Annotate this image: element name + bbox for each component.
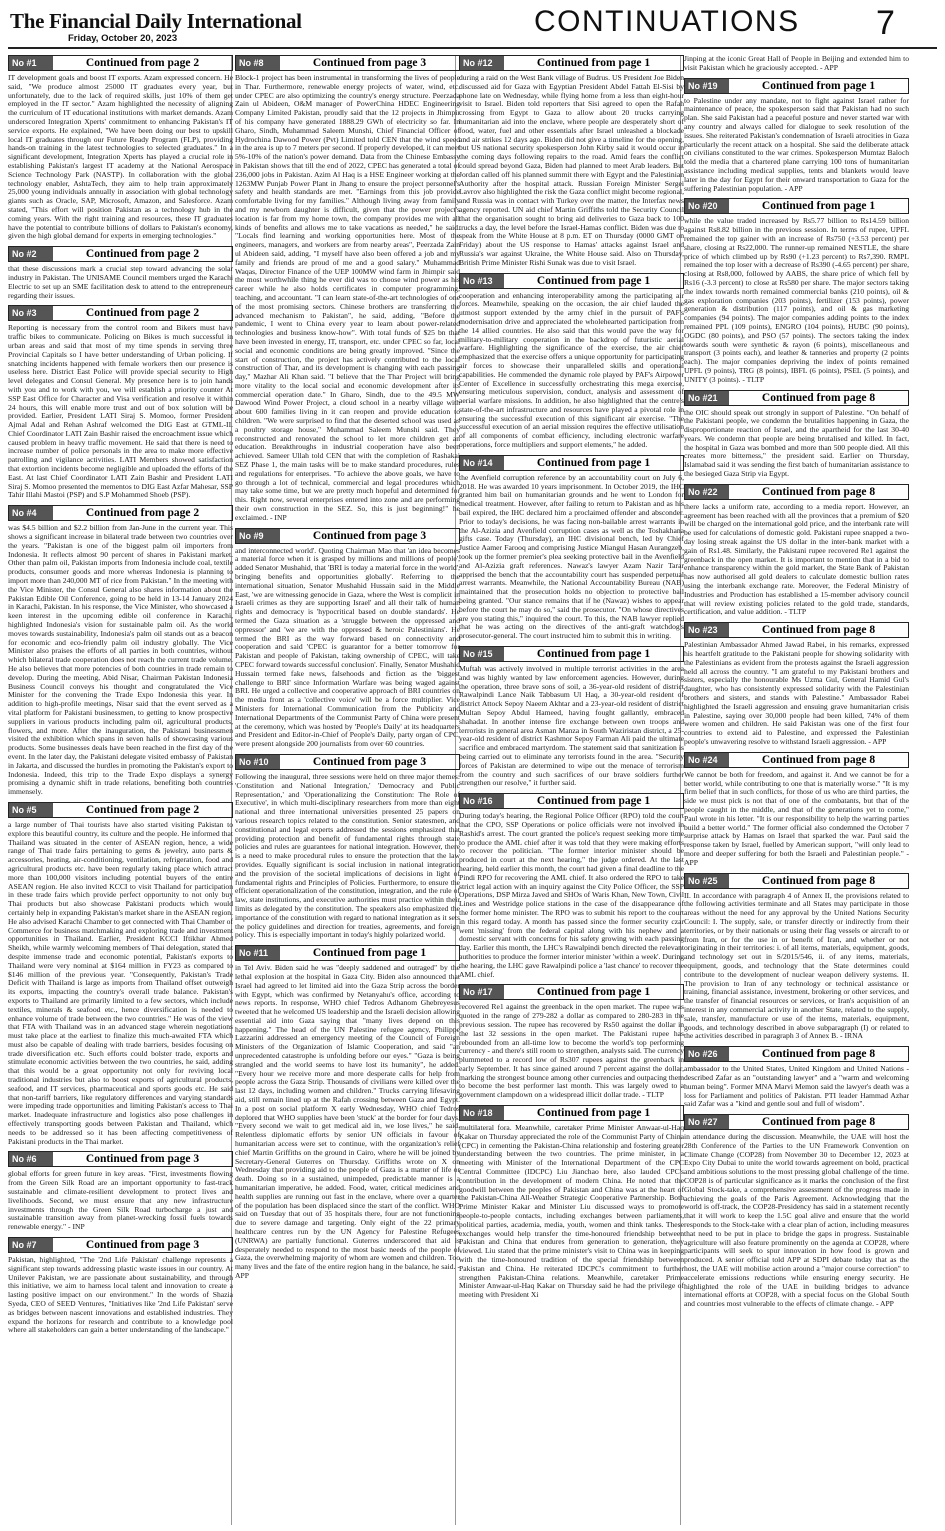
continued-from: Continued from page 1 <box>536 986 651 999</box>
article-body: IT development goals and boost IT exports. Azam expressed concern. He said, "We produce almost 25000 IT graduates every year, but unfortunately, due to the lack of required skills, just 10% of them get employed in the IT sector." Azam highlighted the necessity of aligning the curriculum of IT educational institutions with market demands. Azam underscored Integration Xperts' commitment to enhancing Pakistan's IT service exports. He explained, "We have been doing our best to upskill local IT graduates through our Future Ready Program (FLP), providing hands-on training in the latest technologies to selected graduates." In a significant development, Integration Xperts has played a crucial role in establishing Pakistan's largest IT academy at the National Aerospace Science Technology Park (NASTP). In collaboration with the global technology enabler, AshtaTech, they aim to help train approximately 25,000 young individuals annually in association with global technology giants such as Oracle, SAP, Microsoft, Amazon, and Salesforce. Azam stated, "This effort will position Pakistan as a technology hub in the coming years. With the right training and resources, these IT graduates have the potential to contribute billions of dollars to Pakistan's economy, given the high global demand for experts in emerging technologies." <box>8 73 233 241</box>
continuation-header <box>8 1151 233 1167</box>
article-body: to Palestine under any mandate, not to fight against Israel rather for maintenance of peace, the spokesperson said that Pakistan had no such plan. She said Pakistan had a peaceful posture and never started war with any country and always called for dialogue to seek resolution of the issues. She reiterated Pakistan's condemnation of Israeli atrocities in Gaza particularly the recent attack on a hospital. She said the deliberate attack on civilians constituted to the war crimes. Spokesperson Mumtaz Baloch told the media that a chartered plane carrying 100 tons of humanitarian assistance including medical supplies, tents and blankets would leave later in the day for Egypt for their onward transportation to Gaza for the suffering Palestinian population. - APP <box>684 95 909 193</box>
article-body: Pakistan, highlighted, "The '2nd Life Pakistan' challenge represents a significant step towards addressing plastic waste issues in our country. At Unilever Pakistan, we are passionate about sustainability, and through this initiative, we aim to harness local talent and innovation to create a lasting positive impact on our environment." In the words of Shazia Syeda, CEO of SEED Ventures, "Initiatives like '2nd Life Pakistan' serve as bridges between nascent innovations and established industries. They expand the horizons for research and contribute to a knowledge pool where all stakeholders can gain a better understanding of the landscape." <box>8 1255 233 1335</box>
article-body: During today's hearing, the Regional Police Officer (RPO) told the court that the CPO, SSP Operations or police officials were not involved in Rashid's arrest. The court granted the police's request seeking more time to produce the AML chief after it was told that they were making efforts to recover the politician. "The former interior minister should be produced in court at the next hearing," the judge ordered. At the last hearing, held earlier this month, the court had given a final deadline to the Pindi RPO for recovering the AML chief. It also ordered the RPO to take strict legal action with an inquiry against the City Police Officer, the SSP Operations, DSP Mirza Javed and SHOs of Waris Khan, New Town, Civil Lines and Westridge police stations in the case of the disappearance of the former home minister. The RPO was to submit his report to the court in this regard today. A month has passed since the former security czar went 'missing' from the federal capital along with his nephew and a domestic servant with concerns for his safety growing with each passing day. Earlier this month, the LHC's Rawalpindi bench directed the relevant authorities to produce the former interior minister 'within a week'. During the hearing, the LHC gave Rawalpindi police a 'last chance' to recover the AML chief. <box>459 811 684 979</box>
article-body: while the value traded increased by Rs5.77 billion to Rs14.59 billion against Rs8.82 billion in the previous session. In terms of rupee, UPFL remained the top gainer with an increase of Rs750 (+3.53 percent) per share, closing at Rs22,000. The runner-up remained NESTLE, the share price of which climbed up by Rs90 (+1.23 percent) to Rs7,390. RMPL remained the top loser with a decrease of Rs390 (-4.65 percent) per share, closing at Rs8,000, followed by AABS, the share price of which fell by Rs16 (-3.3 percent) to close at Rs580 per share. The major sectors taking the index towards north remained commercial banks (210 points), oil & gas exploration companies (203 points), fertilizer (153 points), power generation & distribution (117 points), and oil & gas marketing companies (94 points). The major companies adding points to the index remained PPL (109 points), ENGRO (104 points), HUBC (90 points), OGDC (80 points), and PSO (57 points). The sectors taking the index towards south were synthetic & rayon (6 points), miscellaneous and transport (3 points each), and leather & tanneries and property (2 points each). The major companies depriving the index of points remained UPFL (9 points), TRG (8 points), IBFL (6 points), PSEL (5 points), and UNITY (3 points). - TLTP <box>684 216 909 384</box>
item-number: No #20 <box>685 199 729 213</box>
article <box>459 55 684 268</box>
continuation-header <box>459 646 684 662</box>
article-body: ambassador to the United States, United Kingdom and United Nations - described Zafar as an "outstanding lawyer" and a "warm and welcoming human being". Former MNA Marvi Memon said the lawyer's death was a loss for Parliament and politics of Pakistan. PTI leader Hammad Azhar said Zafar was a "kind and gentle soul and full of wisdom". <box>684 1064 909 1109</box>
article-body: cooperation and enhancing interoperability among the participating air forces. Meanwhile, speaking on the occasion, the air chief lauded the utmost support extended by the army chief in the pursuit of PAF's modernisation drive and appreciated the wholehearted participation from the 14 allied countries. He also said that this would pave the way for military-to-military cooperation in the backdrop of futuristic aerial warfare. Highlighting the significance of the exercise, the air chief emphasized that the exercise offers a unique opportunity for participating air forces to showcase their unparalleled skills and operational capabilities. He commended the dynamic role played by PAF's Airpower Center of Excellence in successfully orchestrating this mega exercise, ensuring meticulous supervision, conduct, analysis and assessment of aerial warfare missions. In addition, he also highlighted that the centre's state-of-the-art infrastructure and resources have played a pivotal role in ensuring the successful execution of this significant air exercise. "The successful execution of an aerial mission requires the effective utilisation of all components of combat efficiency, including electronic warfare operations, force multipliers and support elements," he added. <box>459 290 684 450</box>
continued-from: Continued from page 8 <box>761 391 876 404</box>
item-number: No #19 <box>685 79 729 93</box>
article <box>235 754 460 940</box>
continuation-header <box>684 1046 909 1062</box>
item-number: No #3 <box>9 306 53 320</box>
article <box>684 78 909 194</box>
article <box>459 646 684 788</box>
article-body: that these discussions mark a crucial step toward advancing the solar industry in Pakistan. The UNISAME Council members urged the Karachi Electric to set up an SME facilitation desk to attend to the entrepreneurs regarding their issues. <box>8 264 233 300</box>
item-number: No #5 <box>9 803 53 817</box>
article <box>8 55 233 241</box>
continued-from: Continued from page 1 <box>536 648 651 661</box>
item-number: No #11 <box>236 946 280 960</box>
article <box>459 455 684 641</box>
article <box>459 984 684 1100</box>
article <box>8 246 233 300</box>
item-number: No #7 <box>9 1238 53 1252</box>
continuation-header <box>684 1114 909 1130</box>
issue-date: Friday, October 20, 2023 <box>68 33 178 44</box>
item-number: No #23 <box>685 623 729 637</box>
article <box>684 55 909 73</box>
section-title: CONTINUATIONS <box>534 5 800 38</box>
article <box>235 945 460 1281</box>
article-body: global efforts for green future in key areas. "First, investments flowing from the Green Silk Road are an important opportunity to fast-track sustainable and climate-resilient development to protect lives and livelihoods. Second, we must ensure that any new infrastructure investments through the Green Silk Road turbocharge a just and sustainable transition away from planet-wrecking fossil fuels towards renewable energy." - INP <box>8 1169 233 1232</box>
continuation-header <box>684 622 909 638</box>
continued-from: Continued from page 8 <box>761 753 876 766</box>
article <box>459 1105 684 1300</box>
item-number: No #25 <box>685 874 729 888</box>
article <box>684 390 909 479</box>
item-number: No #17 <box>460 985 504 999</box>
article-body: a large number of Thai tourists have also started visiting Pakistan to explore this beautiful country, its culture and the people. He informed that Thailand was situated in the center of ASEAN region, hence, a wide range of Thai trade fairs pertaining to gems & jewelry, auto parts & accessories, heating, air-conditioning, ventilation, refrigeration, food and agricultural products etc. have been regularly taking place which attract more than 100,000 visitors including potential buyers of the entire ASEAN region. He also invited KCCI to visit Thailand for participation in these trade fairs which provide perfect opportunity to not only buy Thai products but also showcase Pakistani products which would certainly help in expanding Pakistan's market share in the ASEAN region. He also advised Karachi Chamber to get connected with Thai Chamber of Commerce for business matchmaking and exploring trade and investment opportunities in Thailand. Earlier, President KCCI Iftikhar Ahmed Sheikh, while warmly welcoming members of Thai delegation, stated that despite immense trade and economic potential, Pakistan's exports to Thailand were very nominal at $164 million in FY23 as compared to $146 million of the previous year. "Consequently, Pakistan's Trade Deficit with Thailand is large as imports from Thailand offset outweigh its exports, impacting the country's overall trade balance. Pakistan's exports to Thailand are primarily limited to a few sectors, which include textiles, minerals & seafood etc., hence diversification is needed to enhance volume of trade between the two countries." He was of the view that FTA with Thailand was in an advanced stage wherein negotiations must take place at the earliest to finalize this much-awaited FTA which must also be capable of dealing with trade barriers, besides focusing on trade diversification etc. Such efforts could bolster trade, exports and stimulate economic activities between the two countries, he said, adding that this would be a great opportunity not only for reviving local traditional industries but also to boost exports of agricultural products, seafood, and IT services, pharmaceutical and sports goods etc. He said that non-tariff barriers, like regulatory differences and varying standards were impeding trade opportunities and limiting Pakistan's access to Thai market. Inadequate infrastructure and logistics also pose challenges in effectively transporting goods between Pakistan and Thailand, which needs to be addressed so it has been affecting competitiveness of Pakistani products in the Thai market. <box>8 819 233 1146</box>
article <box>8 305 233 500</box>
column-3 <box>459 55 684 1527</box>
continuation-header <box>684 873 909 889</box>
continuation-header <box>8 1237 233 1253</box>
continuation-header <box>459 1105 684 1121</box>
item-number: No #21 <box>685 391 729 405</box>
continuation-header <box>8 505 233 521</box>
item-number: No #24 <box>685 753 729 767</box>
continued-from: Continued from page 2 <box>85 248 200 261</box>
article-body: the OIC should speak out strongly in support of Palestine. "On behalf of the Pakistani people, we condemn the brutalities happening in Gaza, the disproportionate reaction of Israel, and the apartheid for the last 30-40 years. We condemn that people are being brutalised and killed. In fact, the hospital in Gaza was bombed and more than 500 people died. All this creates more bitterness," the president said. Earlier on Thursday, Islamabad said it was sending the first batch of humanitarian assistance to the besieged Gaza Strip via Egypt. <box>684 407 909 479</box>
article <box>684 1114 909 1309</box>
article <box>8 505 233 797</box>
article-body: there lacks a uniform rate, according to a media report. However, an agreement has been reached with all the provinces that a premium of $20 will be charged on the international gold price, and the interbank rate will be used for calculations of domestic gold. Pakistani rupee snapped a two-day losing streak against the US dollar in the inter-bank market with a gain of Rs1.48. Similarly, the Pakistani rupee recovered Re1 against the greenback in the open market. It is important to mention that in a bid to enhance transparency within the gold market, the State Bank of Pakistan has now authorised all gold dealers to calculate domestic bullion rates using the interbank exchange rate. Moreover, the Federal Ministry of Industries and Production has established a 15-member advisory council that will review existing policies related to the gold trade, standards, certification, and value addition. - TLTP <box>684 501 909 617</box>
article <box>459 273 684 450</box>
item-number: No #14 <box>460 456 504 470</box>
column-1 <box>8 55 233 1527</box>
article <box>8 1151 233 1232</box>
continued-from: Continued from page 3 <box>312 57 427 69</box>
article-body: Jinping at the iconic Great Hall of People in Beijing and extended him to visit Pakistan which he graciously accepted. - APP <box>684 55 909 72</box>
continued-from: Continued from page 1 <box>536 274 651 287</box>
continuation-header <box>459 273 684 289</box>
article <box>235 55 460 523</box>
item-number: No #27 <box>685 1115 729 1129</box>
continued-from: Continued from page 3 <box>312 755 427 768</box>
continuation-header <box>684 390 909 406</box>
continuation-header <box>8 802 233 818</box>
article-body: II. In accordance with paragraph 4 of Annex II, the provisions related to the following activities terminate and all States may participate in those areas without the need for any approval by the United Nations Security Council: I. The supply, sale, or transfer directly or indirectly from their territories, or by their nationals or using their flag vessels or aircraft to or from Iran, or for the use in or benefit of Iran, and whether or not originating in their territories: i. of all items, materials, equipment, goods, and technology set out in S/2015/546, ii. of any items, materials, equipment, goods, and technology that the State determines could contribute to the development of nuclear weapon delivery systems. II. The provision to Iran of any technology or technical assistance or training, financial assistance, investment, brokering or other services, and the transfer of financial resources or services, or Iran's acquisition of an interest in any commercial activity in another State, related to the supply, sale, transfer, manufacture or use of the items, materials, equipment, goods, and technology described in above subparagraph (I) or related to the activities described in paragraph 3 of Annex B. - IRNA <box>684 890 909 1041</box>
article-body: Palestinian Ambassador Ahmed Jawad Rabei, in his remarks, expressed his heartfelt gratitude to the Pakistani people for showing solidarity with the Palestinians as evident from the protests against the Israeli aggression held all across the country. "I am grateful to my Pakistani brothers and sisters, especially the honourable Ms Uzma Gul, General Hamid Gul's daughter, who has consistently expressed solidarity with the Palestinian brothers and sisters, and stands with Palestine." Ambassador Rabei highlighted the Israeli aggression and ensuing grave humanitarian crisis in Palestine, saying over 30,000 people had been killed, 74% of them were women and children. He said Pakistan was one of the first four countries to extend aid to Palestine, and expressed the Palestinian people's unwavering resolve to withstand Israeli aggression. - APP <box>684 640 909 746</box>
article-body: and interconnected world'. Quoting Chairman Mao that 'an idea becomes a material force when it is grasped by millions and millions of people', added Senator Mushahid, that 'BRI is today a material force in the world', bringing benefits and opportunities globally'. Referring to the international situation, Senator Mushahid Hussain said in the Middle East, 'we are witnessing genocide in Gaza, where the West is complicit in Israeli crimes as they are supporting Israel' and all their talk of human rights and democracy is 'hypocritical based on double standards'. He termed the Gaza situation as a 'struggle between the oppressed and oppressor' and 'we are with the oppressed & heroic Palestinians'. He termed the BRI as the way forward based on connectivity and cooperation and said 'CPEC is guarantor for a better tomorrow for Pakistan and people of Pakistan, taking ownership of CPEC, will take CPEC forward towards successful conclusion'. Finally, Senator Mushahid Hussain termed fake news, falsehoods and fiction as the 'biggest challenge to BRI' since Information Warfare was being waged against BRI. He urged a collective and cooperative approach of BRI countries on the media front as a 'collective voice' will be a force multiplier. Vice Ministers for International Communication from the Publicity and International Departments of the Communist Party of China were present at the ceremony, which was hosted by 'People's Daily' at its headquarters and President and Editor-in-Chief of People's Daily, party organ of CPC, were present alongside 200 journalists from over 60 countries. <box>235 545 460 749</box>
continued-from: Continued from page 8 <box>761 1116 876 1129</box>
continued-from: Continued from page 3 <box>85 1153 200 1166</box>
continuation-header <box>459 455 684 471</box>
continued-from: Continued from page 3 <box>85 1239 200 1252</box>
article-body: the Avenfield corruption reference by an accountability court on July 6, 2018. He was awarded 10 years imprisonment. In October 2019, the IHC granted him bail on humanitarian grounds and he went to London for medical treatment. However, after failing to return to Pakistan and as his bail expired, the IHC declared him a proclaimed offender and absconder. Prior to today's decisions, he was facing non-bailable arrest warrants in the Al-Azizia and Avenfield corruption cases as well as the Toshakhana gifts case. Today (Thursday), an IHC divisional bench, led by Chief Justice Aamer Farooq and comprising Justice Miangul Hasan Aurangzeb, took up the former premier's plea seeking protective bail in the Avenfield and Al-Azizia graft references. Nawaz's lawyer Azam Nazir Tarar apprised the bench that the accountability court has suspended perpetual arrest warrants. Meanwhile, the National Accountability Bureau (NAB) maintained that the prosecution holds no objection to protective bail being granted. "Our stance remains that if he (Nawaz) wishes to appear before the court he may do so," said the prosecutor. "On whose directives are you stating this," inquired the court. To this, the NAB lawyer replied that he was acting on the directives of the anti-graft watchdog's prosecutor-general. The court instructed him to submit this in writing. <box>459 472 684 641</box>
article <box>684 1046 909 1109</box>
continuation-header <box>684 484 909 500</box>
article <box>684 622 909 747</box>
article-body: Block-1 project has been instrumental in transforming the lives of people in Thar. Furthermore, renewable energy projects of water, wind, etc. under CPEC are also optimizing the country's energy structure. Peerzada Zain ul Abideen, O&M manager of PowerChina HDEC Engineering Company Limited Pakistan, proudly said that the 12 projects in Jhimpir of his company have generated 1888.29 GWh of electricity so far. In Gharo, Sindh, Muhammad Saleem Munshi, Chief Financial Officer of Hydrochina Dawood Power (Pvt) Limited told CEN that the wind speed in the area is up to 7 meters per second. If properly developed, it can meet 5%-10% of the nation's power demand. Data from the Chinese Embassy in Pakistan shows that till the end of 2022, CPEC has generated a total of 236,000 jobs in Pakistan. Azim Al Haq is a HSE Engineer working at the 1263MW Punjab Power Plant in Jhang to ensure the project personnel's safety and health standards are met. "Earnings from this job provide comfortable living for my families." Although living away from family and my newborn daughter is difficult, given that the power project's location is far from my home town, the company provides me with all kinds of benefits and allows me to take vacations as needed," he said. "Locals find learning and working opportunities here. Most of the engineers, managers, and workers are from nearby areas", Peerzada Zain ul Abideen said, adding, "I myself have also been offered a job and my family and friends are proud of me and a good salary." Muhammad Waqas, Director Finance of the UEP 100MW wind farm in Jhimpir said the most worthwhile thing he ever did was to choose wind power as his career while he also holds certificates in computer programming, teaching, and accountant. "I can learn state-of-the-art technologies of one of the most promising sectors. Chinese brothers are transferring the advanced mechanism to Pakistan", he said, adding, "Before the pandemic, I went to China every year to learn about power-related technologies and business know-how". With total funds of $25 bn that have been invested in energy, IT, transport, etc. under CPEC so far, local social and economic conditions are being greatly improved. "Since the start of construction, the project has actively contributed to the local construction of Thar, and its development is changing with each passing day," Mazhar Ali Khan said. "I believe that the Thar Project will bring more vitality to the local social and economic development after its commercial operation date." In Gharo, Sindh, due to the 49.5 MW Dawood Wind Power Project, a cloud school in a nearby village with about 600 families living in it can reopen and provide education to children. "We were surprised to find that the deserted school was used as a poultry storage house," Muhammad Saleem Munshi said. They reconstructed and renovated the school to let more children get an education. Breakthroughs in industrial cooperation have also been achieved. Sameer Ullah told CEN that with the completion of Rashakai SEZ Phase 1, the main tasks will be to make standard procedures, rules and regulations for enterprises. "To achieve the above goals, we have to go through a lot of technical, commercial and legal procedures which may take some time, but we are pretty much hopeful and determined for this. Right now, several enterprises entered into zone and are performing their own construction in the SEZ. So, this is just beginning!" he exclaimed. - INP <box>235 73 460 522</box>
continuation-header <box>235 55 460 71</box>
continued-from: Continued from page 2 <box>85 307 200 320</box>
continued-from: Continued from page 2 <box>85 57 200 69</box>
article-body: We cannot be both for freedom, and against it. And we cannot be for a better world, while contributing to one that is materially worse." "It is my firm belief that in such conflicts, for those of us who are third parties, the side we must pick is not that of one of the combatants, but that of the people caught in the middle, and that of the generations yet to come," Paul wrote in his letter. "It is our responsibility to help the warring parties build a better world." The former official also condemned the October 7 surprise attack by Hamas on Israel that sparked the war. Paul said the response taken by Israel, fuelled by American support, "will only lead to more and deeper suffering for both the Israeli and Palestinian people." - APP <box>684 769 909 867</box>
article-body: Following the inaugural, three sessions were held on three major themes: 'Constitution and National Integration,' 'Democracy and Public Representation,' and 'Operationalizing the Constitution: The Role of Executive', in which multi-disciplinary researchers from more than eight national and three international universities presented 25 papers on various research topics related to the constitution. Senior statesmen, and constitutional and legal experts addressed the sessions emphasized that providing protection and benefit of fundamental rights through state policies and rules are guarantees for national integration. However, there is a need to make procedural rules to ensure the protection that the law provides. Equally significant is social inclusion in national integration and the provision of the societal implications of decisions in light of fundamental rights and Principles of Policies. Furthermore, to ensure the efficient operationalization of the constitution, integration, and the rule of law, state institutions, and executive authorities must practice within their limits as delegated by the constitution. The speakers also emphasized the importance of the constitution with regard to national integration as it sets the policy guidelines and direction for treaties, agreements, and foreign policy. This is especially important in today's highly polarized world. <box>235 771 460 940</box>
continued-from: Continued from page 1 <box>536 1107 651 1120</box>
continued-from: Continued from page 1 <box>761 200 876 213</box>
item-number: No #13 <box>460 274 504 288</box>
article-body: in attendance during the discussion. Meanwhile, the UAE will host the 28th Conference of the Parties to the UN Framework Convention on Climate Change (COP28) from November 30 to December 12, 2023 at Expo City Dubai to unite the world towards agreement on bold, practical and ambitious solutions to the most pressing global challenge of the time. COP28 is of particular significance as it marks the conclusion of the first Global Stock-take, a comprehensive assessment of the progress made in achieving the goals of the Paris Agreement. Acknowledging that the world is off-track, the COP28-Presidency has said in a statement recently that it will work to keep the 1.5C goal alive and ensure that the world responds to the Stock-take with a clear plan of action, including measures that need to be put in place to bridge the gaps in progress. Sustainable agriculture will also feature prominently on the agenda at COP28, where participants will seek to spur innovation in how food is grown and produced. A senior official told APP at SDPI debate today that as the host, the UAE will mobilise action around a "major course correction" to accelerate emissions reductions while ensuring energy security. He highlighted the role of the UAE in building bridges to advance international efforts at COP28, with a special focus on the Global South and countries most vulnerable to the effects of climate change. - APP <box>684 1132 909 1309</box>
article-body: Muftah was actively involved in multiple terrorist activities in the area and was highly wanted by law enforcement agencies. However, during the operation, three brave sons of soil, a 36-year-old resident of district Rawalpindi Lance Naik Tabbasum Ul Haq, a 30-year-old resident of district Attock Sepoy Naeem Akhtar and a 23-year-old resident of district Multan Sepoy Abdul Hameed, having fought gallantly, embraced shahadat. In another intense fire exchange between own troops and terrorists in general area Asman Manza in South Waziristan district, a 25-year-old resident of district Kashmor Sepoy Farman Ali paid the ultimate sacrifice and embraced martyrdom. The statement said that sanitization is being carried out to eliminate any terrorists found in the area. "Security forces of Pakistan are determined to wipe out the menace of terrorism from the country and such sacrifices of our brave soldiers further strengthen our resolve," it further said. <box>459 664 684 788</box>
item-number: No #18 <box>460 1106 504 1120</box>
item-number: No #10 <box>236 755 280 769</box>
continuation-header <box>8 305 233 321</box>
item-number: No #9 <box>236 529 280 543</box>
article <box>8 802 233 1146</box>
article-body: was $4.5 billion and $2.2 billion from Jan-June in the current year. This shows a significant increase in bilateral trade between two countries over the years. "Pakistan is one of the biggest palm oil importers from Indonesia. It reflects almost 90 percent of shares in Pakistani market. Other than palm oil, Pakistan imports from Indonesia include coal, textile products, consumer goods and more whereas Indonesia is planning to import more than 240,000 MT of rice from Pakistan." In the meeting with the Vice Minister, the Consul General also shares information about the Pakistan Edible Oil Conference, going to be held in 13-14 January 2024 in Karachi, Pakistan. In his response, the Vice Minister, who showcased a keen interest in the upcoming edible oil conference in Karachi, highlighted Indonesia's vision for sustainable palm oil. As the world moves towards sustainability, Indonesia's palm oil stands out as a beacon for economic and eco-friendly palm oil industry globally. The Vice Minister also praises the efforts of all parties in both countries, without which bilateral trade cooperation does not reach the current trade volume. He also believes that more potencies of both countries in trade remain to develop. During the meeting, Abid Nisar, Chairman Pakistan Indonesia Business Council conveys his thought and congratulated the Vice Minister for the convening the Trade Expo Indonesia this year. In addition to high-profile meetings, Nisar said that the event served as a vital platform for Pakistani businessmen, to getting to know prospective suppliers in various products including palm oil, agricultural products, flowers, and more. After the inauguration, the Pakistani businessmen visited the exhibition which spans in seven halls of showcasing various products. Some businesses deals have been reached in the first day of the event. In the later day, the Pakistani delegate visited embassy of Pakistan in Jakarta, and discussed the hurdles in promoting the Pakistan's export to Indonesia. Indeed, this trip to the Trade Expo displays a synergy promising a dynamic shift in trade relations, benefiting both countries immensely. <box>8 523 233 797</box>
continued-from: Continued from page 1 <box>312 947 427 960</box>
article <box>684 484 909 617</box>
continuation-header <box>235 528 460 544</box>
column-2 <box>235 55 460 1527</box>
continuation-header <box>684 198 909 214</box>
item-number: No #22 <box>685 485 729 499</box>
continuation-header <box>684 752 909 768</box>
item-number: No #8 <box>236 56 280 70</box>
continuation-header <box>459 793 684 809</box>
continuation-header <box>235 754 460 770</box>
continued-from: Continued from page 2 <box>85 803 200 816</box>
continuation-header <box>8 246 233 262</box>
article <box>8 1237 233 1335</box>
continued-from: Continued from page 2 <box>85 507 200 520</box>
continued-from: Continued from page 1 <box>761 79 876 92</box>
continued-from: Continued from page 3 <box>312 529 427 542</box>
continuation-header <box>684 78 909 94</box>
item-number: No #16 <box>460 794 504 808</box>
item-number: No #12 <box>460 56 504 70</box>
continuation-header <box>8 55 233 71</box>
continued-from: Continued from page 1 <box>536 57 651 69</box>
item-number: No #2 <box>9 247 53 261</box>
article-body: during a raid on the West Bank village of Budrus. US President Joe Biden discussed aid for Gaza with Egyptian President Abdel Fattah El-Sisi by phone late on Wednesday, while flying home from a less than eight-hour visit to Israel. Biden told reporters that Sisi agreed to open the Rafah crossing from Egypt to Gaza to allow about 20 trucks carrying humanitarian aid into the enclave, where people are desperately short of food, water, fuel and other essentials after Israel unleashed a blockade and air strikes 12 days ago. Biden did not give a timeline for the opening, but US national security spokesperson John Kirby said it would occur in the coming days following repairs to the road. Amid fears the conflict could spread beyond Gaza, Biden had planned to meet Arab leaders. But Jordan called off his planned summit there with Egypt and the Palestinian Authority after the hospital attack. Russian Foreign Minister Sergei Lavrov also highlighted the risk the Gaza conflict might become regional, and Russia was in contact with Turkey over the matter, the Interfax news agency reported. UN aid chief Martin Griffiths told the Security Council that the organisation sought to bring aid deliveries to Gaza back to 100 trucks a day, the level before the Israel-Hamas conflict. Biden was due to speak from the White House at 8 p.m. ET on Thursday (0000 GMT on Friday) about the US response to Hamas' attacks against Israel and Russia's war against Ukraine, the White House said. Also on Thursday, British Prime Minister Rishi Sunak was due to visit Israel. <box>459 73 684 267</box>
continuation-header <box>459 55 684 71</box>
continued-from: Continued from page 1 <box>536 456 651 469</box>
article <box>459 793 684 979</box>
item-number: No #6 <box>9 1152 53 1166</box>
item-number: No #15 <box>460 647 504 661</box>
newspaper-title: The Financial Daily International <box>10 9 302 33</box>
article-body: in Tel Aviv. Biden said he was "deeply saddened and outraged" by the lethal explosion at the hospital in Gaza City. Biden also announced that Israel had agreed to let limited aid into the Gaza Strip across the border with Egypt, which was confirmed by Netanyahu's office, according to news reports. In response, WHO chief Tedros Adhanom Ghebreyesus tweeted that he welcomed US leadership and the Israeli decision allowing essential aid into Gaza saying that "many lives depend on this happening." The head of the UN Palestine refugee agency, Philippe Lazzarini addressed an emergency meeting of the Council of Foreign Ministers of the Organization of Islamic Cooperation, and said "an unprecedented catastrophe is unfolding before our eyes." "Gaza is being strangled and the world seems to have lost its humanity", he added. "Every hour we receive more and more desperate calls for help from people across the Gaza Strip. Thousands of civilians were killed over the last 12 days, including women and children." Trucks carrying lifesaving aid, still remain lined up at the Rafah crossing between Gaza and Egypt. In a post on social platform X early Wednesday, WHO chief Tedros deplored that WHO supplies have been 'stuck' at the border for four days. "Every second we wait to get medical aid in, we lose lives," he said. Relentless diplomatic efforts by senior UN officials in favour of humanitarian access were set to continue, with the organization's relief chief Martin Griffiths on the ground in Cairo, where he will be joined by Secretary-General Guterres on Thursday. Griffiths wrote on X on Wednesday that providing aid to the people of Gaza is a matter of life or death. Doing so in a sustained, unimpeded, predictable manner is a humanitarian imperative, he added. Food, water, critical medicines and health supplies are running out fast in the enclave, where over a quarter of the population has been displaced since the start of the conflict. WHO said on Tuesday that out of 35 hospitals there, four are not functioning due to severe damage and targeting. Only eight of the 22 primary healthcare centres run by the UN Agency for Palestine Refugees (UNRWA) are partially functional. Guterres underscored that aid is desperately needed to respond to the most basic needs of the people of Gaza, the overwhelming majority of whom are women and children. Too many lives and the fate of the entire region hang in the balance, he said. - APP <box>235 963 460 1280</box>
article <box>684 198 909 384</box>
item-number: No #26 <box>685 1047 729 1061</box>
continued-from: Continued from page 8 <box>761 874 876 887</box>
continuation-header <box>459 984 684 1000</box>
item-number: No #4 <box>9 506 53 520</box>
page-number: 7 <box>876 4 895 42</box>
article-body: recovered Re1 against the greenback in the open market. The rupee was quoted in the range of 279-282 a dollar as compared to 280-283 in the previous session. The rupee has recovered by Rs50 against the dollar in the last 32 sessions in the open market. The Pakistani rupee has rebounded from an all-time low to become the world's top performing currency - and there's still room to strengthen, analysts said. The currency plummeted to a record low of Rs307 rupees against the greenback in early September. It has since gained around 7 percent against the dollar, marking the strongest bounce among other currencies and outpacing them to become the best performer last month. This was largely owed to a government clampdown on a widespread illicit dollar trade. - TLTP <box>459 1002 684 1100</box>
continued-from: Continued from page 1 <box>536 795 651 808</box>
article <box>235 528 460 749</box>
article-body: multilateral fora. Meanwhile, caretaker Prime Minister Anwaar-ul-Haq Kakar on Thursday appreciated the role of the Communist Party of China (CPC) in cementing the Pakistan-China relationship and fostering greater understanding between the two countries. The prime minister, in a meeting with Minister of the International Department of the CPC Central Committee (IDCPC) Liu Jianchao here, also lauded CPC's contribution in the development of modern China. He noted that the goodwill between the peoples of Pakistan and China was at the heart of the Pakistan-China All-Weather Strategic Cooperative Partnership. Both Prime Minister Kakar and Minister Liu discussed ways to promote people-to-people contacts, including exchanges between parliaments, political parties, academia, media, youth, women and think tanks. These exchanges would help transfer the time-honoured friendship between Pakistan and China that endures from generation to generation, they viewed. Liu stated that the prime minister's visit to China was in keeping with the time-honoured tradition of the special friendship between Pakistan and China. He reiterated IDCPC's commitment to further strengthen Pakistan-China relations. Meanwhile, caretaker Prime Minister Anwaar-ul-Haq Kakar on Thursday said he had the privilege of meeting with President Xi <box>459 1123 684 1300</box>
column-4 <box>684 55 909 1527</box>
article <box>684 752 909 868</box>
continued-from: Continued from page 8 <box>761 485 876 498</box>
continuation-header <box>235 945 460 961</box>
masthead <box>8 3 937 49</box>
continued-from: Continued from page 8 <box>761 1048 876 1061</box>
item-number: No #1 <box>9 56 53 70</box>
continued-from: Continued from page 8 <box>761 624 876 637</box>
article <box>684 873 909 1042</box>
article-body: Reporting is necessary from the control room and Bikers must have traffic bikes to communicate. Policing on Bikes is much successful in urban areas and said that most of my time spends in serving three Provincial Capitals so I have better understanding of Urban policing. If snatching incidents happened with female workers then our presence is useless here. District East Police will provide special security to High level delegates and Consul General. My presence here is to join hands with you and to work with you, we will establish a priority counter At SSP East Office for Character and Visa verification and resolve it within 24 hours, this will enable more trust and out of box solution will be provided. Earlier, President LATI Siraj S. Momoo, former President Ajmal Adal and Rehan Ashraf welcomed the DIG East at GTML-II. Chief Coordinator LATI Zain Bashir raised the encroachment issue which caused problem in heavy traffic movement. He said that there is need to increase number of police personals in the area to make more effective patrolling and vigilance activities. LATI Members showed satisfaction that extortion incidents become negligible and uploaded the efforts of the East. At last Chief Coordinator LATI Zain Bashir and President LATI Siraj S. Momoo presented the mementos to DIG East Azfar Mahesar, SSP Tahir Illahi Mastoi (PSP) and S.P Mohammed Shoeb (PSP). <box>8 323 233 500</box>
